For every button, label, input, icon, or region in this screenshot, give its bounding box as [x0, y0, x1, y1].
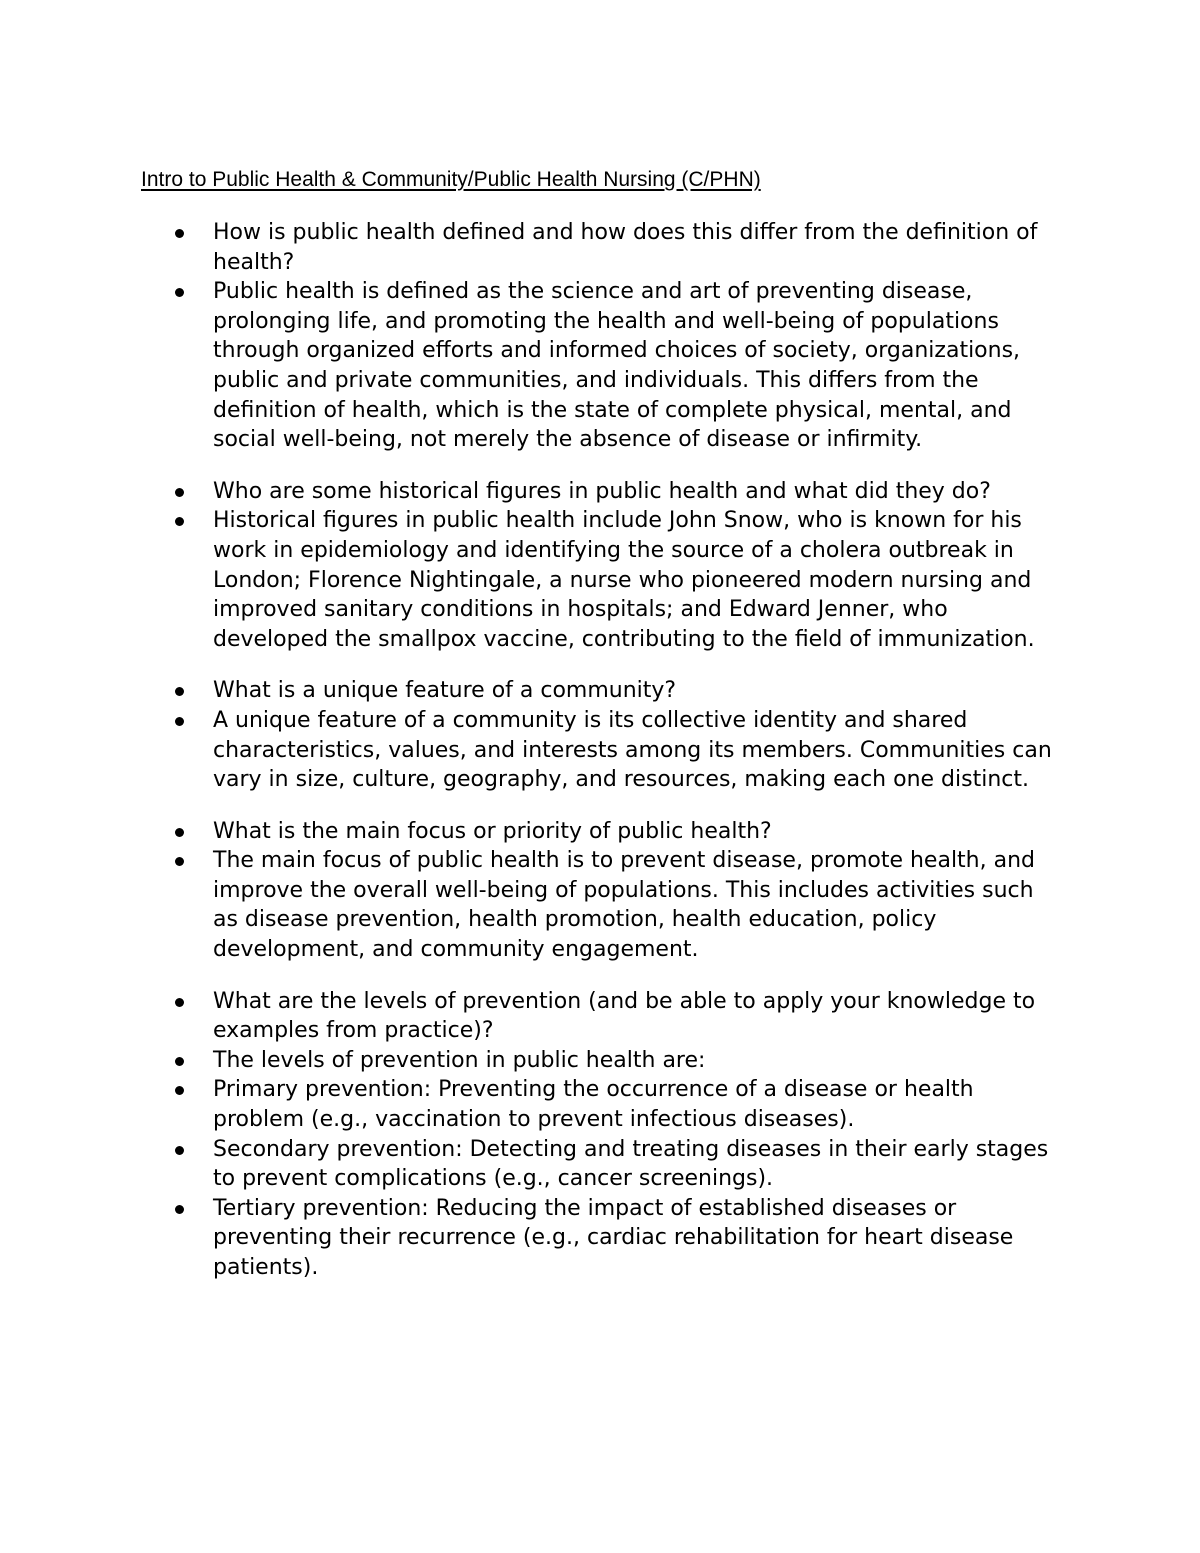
list-item — [0, 218, 1063, 277]
list-item — [0, 1046, 1063, 1076]
bullet-icon — [175, 717, 184, 726]
list-item — [0, 477, 1063, 507]
list-item — [0, 817, 1063, 847]
bullet-icon — [175, 828, 184, 837]
bullet-icon — [175, 288, 184, 297]
bullet-icon — [175, 517, 184, 526]
document-title: Intro to Public Health & Community/Public Health Nursing (C/PHN) — [141, 168, 761, 191]
list-item-text: What is a unique feature of a community? — [213, 678, 677, 704]
question-group-1 — [0, 218, 1063, 455]
question-group-4 — [0, 817, 1063, 965]
list-item — [0, 706, 1063, 795]
bullet-list — [0, 218, 1063, 1305]
bullet-icon — [175, 1205, 184, 1214]
bullet-icon — [175, 1086, 184, 1095]
bullet-icon — [175, 998, 184, 1007]
list-item-text: Public health is defined as the science and art of preventing disease, prolonging life, and promoting the health and well-being of populations through organized efforts and informed choices of society, organizations, public and private communities, and individuals. This differs from the definition of health, which is the state of complete physical, mental, and social well-being, not merely the absence of disease or infirmity. — [213, 279, 1021, 453]
question-group-3 — [0, 676, 1063, 794]
list-item-text: Historical figures in public health include John Snow, who is known for his work in epidemiology and identifying the source of a cholera outbreak in London; Florence Nightingale, a nurse who pioneered modern nursing and improved sanitary conditions in hospitals; and Edward Jenner, who developed the smallpox vaccine, contributing to the field of immunization. — [213, 508, 1035, 652]
bullet-icon — [175, 229, 184, 238]
bullet-icon — [175, 488, 184, 497]
list-item-text: What are the levels of prevention (and be able to apply your knowledge to examples from practice)? — [213, 988, 1036, 1044]
list-item — [0, 987, 1063, 1046]
list-item-text: Who are some historical figures in public health and what did they do? — [213, 478, 991, 504]
question-group-5 — [0, 987, 1063, 1283]
bullet-icon — [175, 857, 184, 866]
list-item — [0, 1194, 1063, 1283]
list-item — [0, 506, 1063, 654]
list-item-text: What is the main focus or priority of public health? — [213, 818, 772, 844]
list-item-text: The levels of prevention in public health are: — [213, 1047, 706, 1073]
bullet-icon — [175, 1057, 184, 1066]
list-item — [0, 676, 1063, 706]
list-item — [0, 1135, 1063, 1194]
list-item-text: Primary prevention: Preventing the occurrence of a disease or health problem (e.g., vaccination to prevent infectious diseases). — [213, 1077, 974, 1133]
bullet-icon — [175, 1146, 184, 1155]
list-item — [0, 846, 1063, 964]
list-item-text: The main focus of public health is to prevent disease, promote health, and improve the overall well-being of populations. This includes activities such as disease prevention, health promotion, health education, policy development, and community engagement. — [213, 848, 1036, 963]
question-group-2 — [0, 477, 1063, 655]
list-item — [0, 277, 1063, 455]
list-item-text: A unique feature of a community is its collective identity and shared characteristics, values, and interests among its members. Communities can vary in size, culture, geography, and resources, making each one distinct. — [213, 707, 1052, 793]
list-item — [0, 1075, 1063, 1134]
bullet-icon — [175, 687, 184, 696]
list-item-text: Tertiary prevention: Reducing the impact of established diseases or preventing their recurrence (e.g., cardiac rehabilitation for heart disease patients). — [213, 1195, 1014, 1280]
list-item-text: Secondary prevention: Detecting and treating diseases in their early stages to prevent complications (e.g., cancer screenings). — [213, 1136, 1049, 1192]
list-item-text: How is public health defined and how does this differ from the definition of health? — [213, 220, 1038, 275]
